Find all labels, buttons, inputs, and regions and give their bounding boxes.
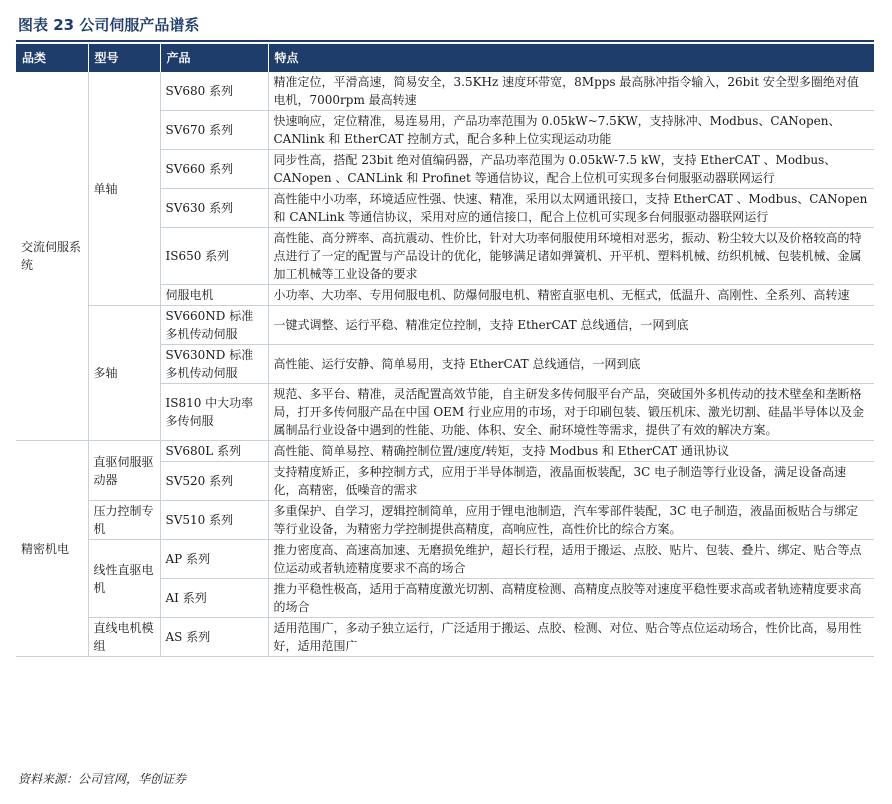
features-cell: 支持精度矫正，多种控制方式，应用于半导体制造，液晶面板装配，3C 电子制造等行业设备，满足设备高速化，高精密，低噪音的需求 bbox=[268, 462, 874, 501]
type-cell: 单轴 bbox=[88, 72, 160, 306]
header-product: 产品 bbox=[160, 44, 268, 72]
header-type: 型号 bbox=[88, 44, 160, 72]
features-cell: 小功率、大功率、专用伺服电机、防爆伺服电机、精密直驱电机、无框式，低温升、高刚性、全系列、高转速 bbox=[268, 285, 874, 306]
product-cell: IS810 中大功率多传伺服 bbox=[160, 384, 268, 441]
features-cell: 同步性高，搭配 23bit 绝对值编码器，产品功率范围为 0.05kW-7.5 kW，支持 EtherCAT 、Modbus、CANopen 、CANLink 和 Profinet 等通信协议，配合上位机可实现多台伺服驱动器联网运行 bbox=[268, 150, 874, 189]
features-cell: 精准定位，平滑高速，简易安全，3.5KHz 速度环带宽，8Mpps 最高脉冲指令输入，26bit 安全型多圈绝对值电机，7000rpm 最高转速 bbox=[268, 72, 874, 111]
features-cell: 推力平稳性极高，适用于高精度激光切割、高精度检测、高精度点胶等对速度平稳性要求高或者轨迹精度要求高的场合 bbox=[268, 579, 874, 618]
header-category: 品类 bbox=[16, 44, 88, 72]
features-cell: 高性能、高分辨率、高抗震动、性价比，针对大功率伺服使用环境相对恶劣，振动、粉尘较大以及价格较高的特点进行了一定的配置与产品设计的优化，能够满足诸如弹簧机、开平机、塑料机械、纺织机械、包装机械、金属加工机械等工业设备的要求 bbox=[268, 228, 874, 285]
table-row bbox=[16, 540, 874, 579]
product-cell: AS 系列 bbox=[160, 618, 268, 657]
product-cell: SV630 系列 bbox=[160, 189, 268, 228]
features-cell: 多重保护、自学习，逻辑控制简单，应用于锂电池制造，汽车零部件装配，3C 电子制造，液晶面板贴合与绑定等行业设备，为精密力学控制提供高精度，高响应性，高性价比的综合方案。 bbox=[268, 501, 874, 540]
product-cell: IS650 系列 bbox=[160, 228, 268, 285]
product-cell: SV510 系列 bbox=[160, 501, 268, 540]
header-row bbox=[16, 44, 874, 72]
product-cell: SV680L 系列 bbox=[160, 441, 268, 462]
table-row bbox=[16, 501, 874, 540]
product-cell: SV670 系列 bbox=[160, 111, 268, 150]
source-note: 资料来源：公司官网，华创证券 bbox=[18, 772, 187, 786]
table-body bbox=[16, 72, 874, 657]
features-cell: 高性能中小功率，环境适应性强、快速、精准，采用以太网通讯接口，支持 EtherCAT 、Modbus、CANopen 和 CANLink 等通信协议，采用对应的通信接口，配合上位机可实现多台伺服驱动器联网运行 bbox=[268, 189, 874, 228]
category-cell: 交流伺服系统 bbox=[16, 72, 88, 441]
product-cell: SV660ND 标准多机传动伺服 bbox=[160, 306, 268, 345]
table-row bbox=[16, 618, 874, 657]
type-cell: 直驱伺服驱动器 bbox=[88, 441, 160, 501]
type-cell: 直线电机模组 bbox=[88, 618, 160, 657]
type-cell: 线性直驱电机 bbox=[88, 540, 160, 618]
table-row bbox=[16, 306, 874, 345]
type-cell: 压力控制专机 bbox=[88, 501, 160, 540]
features-cell: 规范、多平台、精准，灵活配置高效节能，自主研发多传伺服平台产品，突破国外多机传动的技术壁垒和垄断格局，打开多传伺服产品在中国 OEM 行业应用的市场，对于印刷包装、锻压机床、激光切割、硅晶半导体以及金属制品行业设备中遇到的性能、功能、体积、安全、耐环境性等需求，提供了有效的解决方案。 bbox=[268, 384, 874, 441]
title-divider bbox=[16, 40, 874, 42]
figure-title: 图表 23 公司伺服产品谱系 bbox=[18, 16, 200, 34]
table-row bbox=[16, 441, 874, 462]
product-table bbox=[16, 44, 874, 657]
features-cell: 一键式调整、运行平稳、精准定位控制，支持 EtherCAT 总线通信，一网到底 bbox=[268, 306, 874, 345]
features-cell: 适用范围广，多动子独立运行，广泛适用于搬运、点胶、检测、对位、贴合等点位运动场合，性价比高，易用性好，适用范围广 bbox=[268, 618, 874, 657]
features-cell: 高性能、简单易控、精确控制位置/速度/转矩，支持 Modbus 和 EtherCAT 通讯协议 bbox=[268, 441, 874, 462]
table-row bbox=[16, 72, 874, 111]
product-cell: SV520 系列 bbox=[160, 462, 268, 501]
product-cell: SV680 系列 bbox=[160, 72, 268, 111]
type-cell: 多轴 bbox=[88, 306, 160, 441]
product-cell: AP 系列 bbox=[160, 540, 268, 579]
product-cell: SV630ND 标准多机传动伺服 bbox=[160, 345, 268, 384]
product-cell: 伺服电机 bbox=[160, 285, 268, 306]
features-cell: 高性能、运行安静、简单易用，支持 EtherCAT 总线通信，一网到底 bbox=[268, 345, 874, 384]
product-cell: SV660 系列 bbox=[160, 150, 268, 189]
category-cell: 精密机电 bbox=[16, 441, 88, 657]
product-cell: AI 系列 bbox=[160, 579, 268, 618]
header-features: 特点 bbox=[268, 44, 874, 72]
features-cell: 推力密度高、高速高加速、无磨损免维护，超长行程，适用于搬运、点胶、贴片、包装、叠片、绑定、贴合等点位运动或者轨迹精度要求不高的场合 bbox=[268, 540, 874, 579]
features-cell: 快速响应，定位精准，易连易用，产品功率范围为 0.05kW~7.5KW，支持脉冲、Modbus、CANopen、CANlink 和 EtherCAT 控制方式，配合多种上位实现运动功能 bbox=[268, 111, 874, 150]
